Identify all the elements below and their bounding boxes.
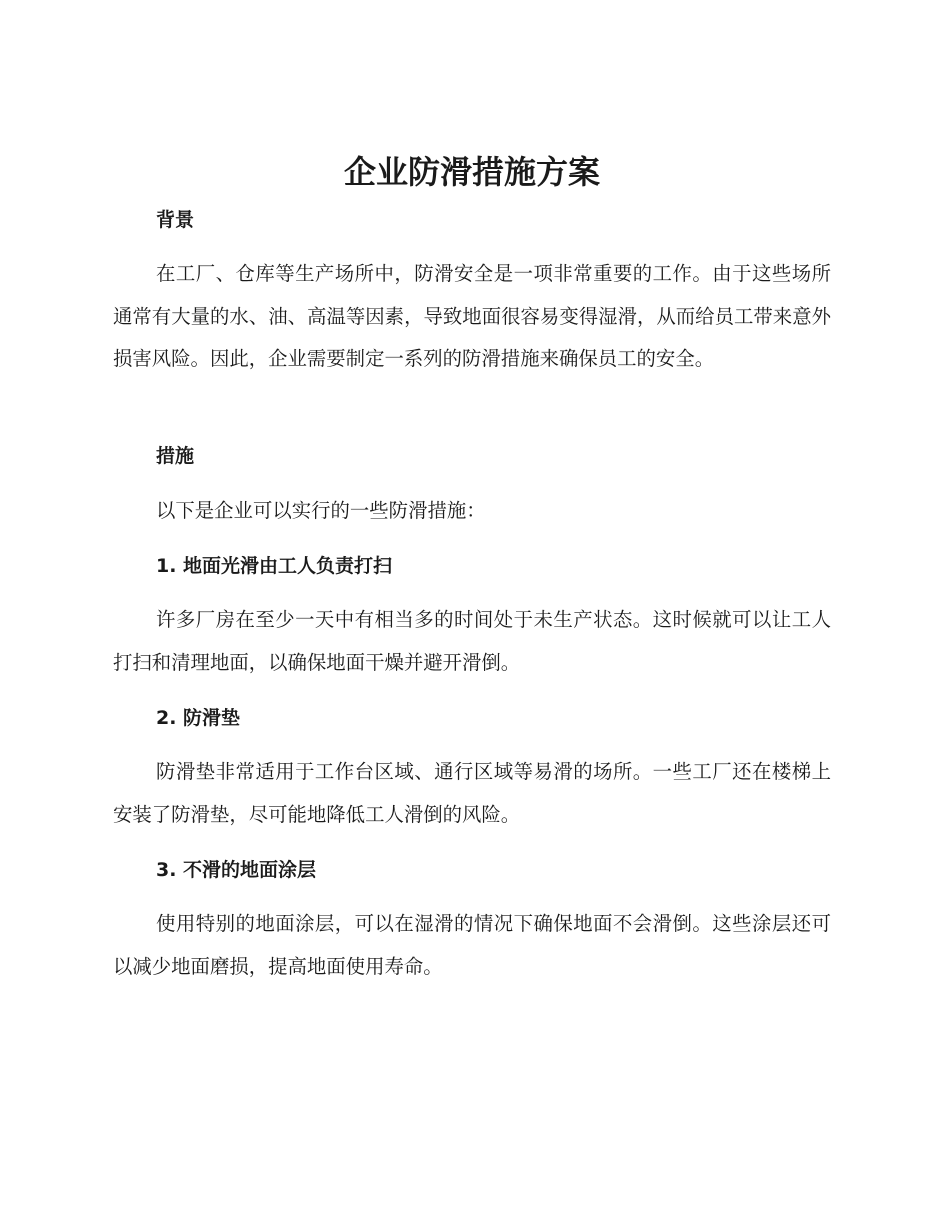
measures-intro: 以下是企业可以实行的一些防滑措施： [156,499,486,522]
measure-heading-2: 2. 防滑垫 [156,707,241,729]
measure-paragraph-3: 使用特别的地面涂层，可以在湿滑的情况下确保地面不会滑倒。这些涂层还可以减少地面磨损，提高地面使用寿命。 [113,912,831,978]
measure-paragraph-2: 防滑垫非常适用于工作台区域、通行区域等易滑的场所。一些工厂还在楼梯上安装了防滑垫，尽可能地降低工人滑倒的风险。 [113,760,831,826]
measure-heading-1: 1. 地面光滑由工人负责打扫 [156,555,393,577]
section-heading-measures: 措施 [156,445,195,467]
measure-paragraph-1: 许多厂房在至少一天中有相当多的时间处于未生产状态。这时候就可以让工人打扫和清理地面，以确保地面干燥并避开滑倒。 [113,608,831,674]
section-heading-background: 背景 [156,209,195,231]
measure-heading-3: 3. 不滑的地面涂层 [156,859,317,881]
background-paragraph: 在工厂、仓库等生产场所中，防滑安全是一项非常重要的工作。由于这些场所通常有大量的水、油、高温等因素，导致地面很容易变得湿滑，从而给员工带来意外损害风险。因此，企业需要制定一系列的防滑措施来确保员工的安全。 [113,262,831,370]
document-title: 企业防滑措施方案 [343,153,600,191]
